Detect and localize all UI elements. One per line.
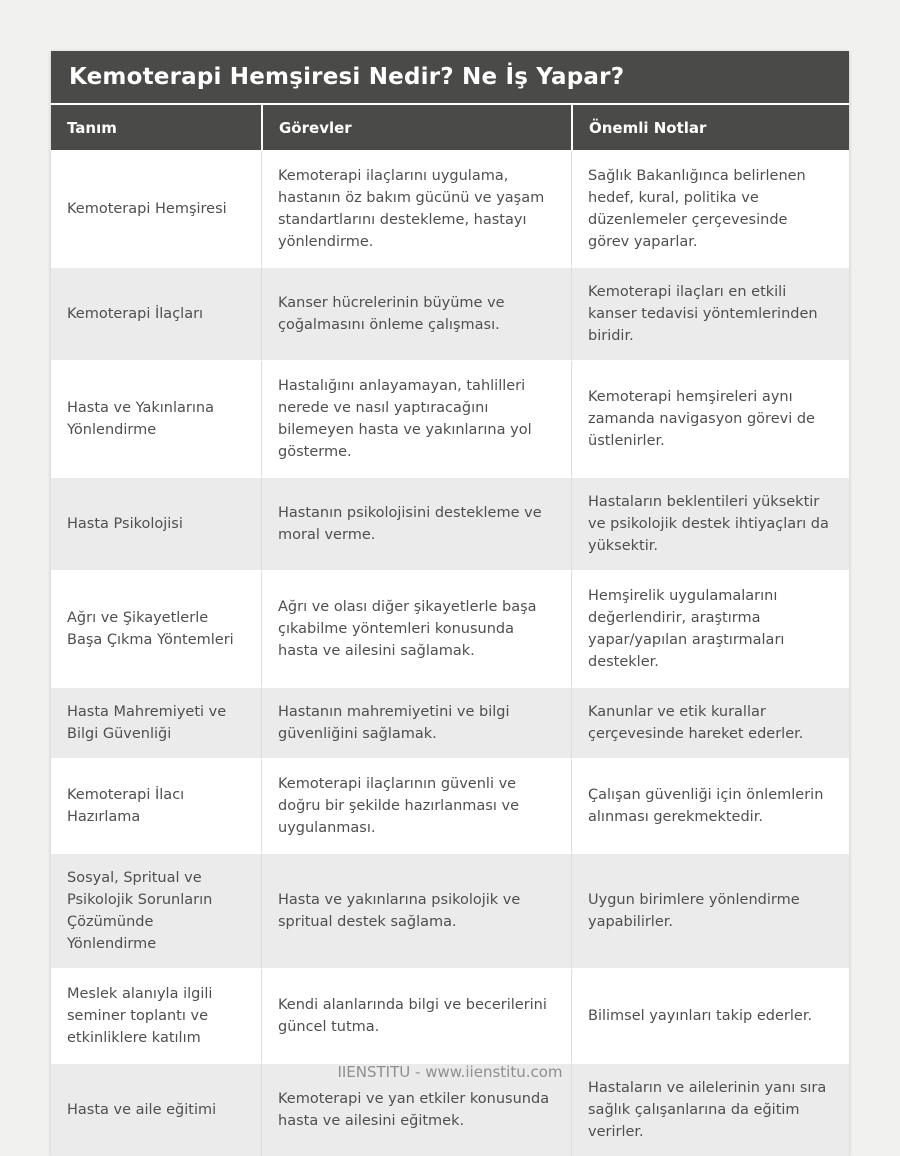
cell-gorevler: Hasta ve yakınlarına psikolojik ve spritual destek sağlama. (261, 852, 571, 968)
footer-credit: IIENSTITU - www.iienstitu.com (337, 1063, 563, 1081)
cell-gorevler: Kanser hücrelerinin büyüme ve çoğalmasını önleme çalışması. (261, 266, 571, 360)
title-bar (51, 51, 849, 105)
table-row (51, 476, 849, 570)
info-table (51, 105, 849, 1156)
cell-onemli-notlar: Çalışan güvenliği için önlemlerin alınması gerekmektedir. (571, 758, 849, 852)
table-row (51, 968, 849, 1062)
cell-onemli-notlar: Sağlık Bakanlığınca belirlenen hedef, kural, politika ve düzenlemeler çerçevesinde görev yaparlar. (571, 150, 849, 266)
cell-gorevler: Ağrı ve olası diğer şikayetlerle başa çıkabilme yöntemleri konusunda hasta ve ailesini sağlamak. (261, 570, 571, 686)
cell-onemli-notlar: Uygun birimlere yönlendirme yapabilirler. (571, 852, 849, 968)
cell-tanim: Hasta ve aile eğitimi (51, 1062, 261, 1156)
cell-tanim: Hasta ve Yakınlarına Yönlendirme (51, 360, 261, 476)
cell-tanim: Sosyal, Spritual ve Psikolojik Sorunların Çözümünde Yönlendirme (51, 852, 261, 968)
table-header (51, 105, 849, 150)
table-row (51, 852, 849, 968)
cell-tanim: Hasta Mahremiyeti ve Bilgi Güvenliği (51, 686, 261, 758)
content-card (51, 51, 849, 1156)
cell-tanim: Kemoterapi İlaçları (51, 266, 261, 360)
column-header-tanim: Tanım (51, 105, 261, 150)
table-row (51, 758, 849, 852)
column-header-gorevler: Görevler (261, 105, 571, 150)
cell-onemli-notlar: Hastaların ve ailelerinin yanı sıra sağlık çalışanlarına da eğitim verirler. (571, 1062, 849, 1156)
cell-gorevler: Kemoterapi ilaçlarını uygulama, hastanın öz bakım gücünü ve yaşam standartlarını destekleme, hastayı yönlendirme. (261, 150, 571, 266)
table-row (51, 150, 849, 266)
cell-onemli-notlar: Hastaların beklentileri yüksektir ve psikolojik destek ihtiyaçları da yüksektir. (571, 476, 849, 570)
cell-gorevler: Kemoterapi ilaçlarının güvenli ve doğru bir şekilde hazırlanması ve uygulanması. (261, 758, 571, 852)
column-header-onemli-notlar: Önemli Notlar (571, 105, 849, 150)
cell-gorevler: Kemoterapi ve yan etkiler konusunda hasta ve ailesini eğitmek. (261, 1062, 571, 1156)
cell-tanim: Ağrı ve Şikayetlerle Başa Çıkma Yöntemleri (51, 570, 261, 686)
cell-gorevler: Hastanın mahremiyetini ve bilgi güvenliğini sağlamak. (261, 686, 571, 758)
table-row (51, 686, 849, 758)
page-title: Kemoterapi Hemşiresi Nedir? Ne İş Yapar? (69, 64, 625, 90)
cell-onemli-notlar: Hemşirelik uygulamalarını değerlendirir, araştırma yapar/yapılan araştırmaları destekler. (571, 570, 849, 686)
cell-gorevler: Kendi alanlarında bilgi ve becerilerini güncel tutma. (261, 968, 571, 1062)
cell-tanim: Kemoterapi İlacı Hazırlama (51, 758, 261, 852)
cell-onemli-notlar: Kemoterapi hemşireleri aynı zamanda navigasyon görevi de üstlenirler. (571, 360, 849, 476)
cell-gorevler: Hastalığını anlayamayan, tahlilleri nerede ve nasıl yaptıracağını bilemeyen hasta ve yakınlarına yol gösterme. (261, 360, 571, 476)
table-row (51, 266, 849, 360)
table-body (51, 150, 849, 1156)
table-row (51, 570, 849, 686)
cell-onemli-notlar: Bilimsel yayınları takip ederler. (571, 968, 849, 1062)
cell-onemli-notlar: Kanunlar ve etik kurallar çerçevesinde hareket ederler. (571, 686, 849, 758)
cell-tanim: Hasta Psikolojisi (51, 476, 261, 570)
cell-tanim: Kemoterapi Hemşiresi (51, 150, 261, 266)
table-row (51, 360, 849, 476)
cell-onemli-notlar: Kemoterapi ilaçları en etkili kanser tedavisi yöntemlerinden biridir. (571, 266, 849, 360)
cell-tanim: Meslek alanıyla ilgili seminer toplantı ve etkinliklere katılım (51, 968, 261, 1062)
cell-gorevler: Hastanın psikolojisini destekleme ve moral verme. (261, 476, 571, 570)
